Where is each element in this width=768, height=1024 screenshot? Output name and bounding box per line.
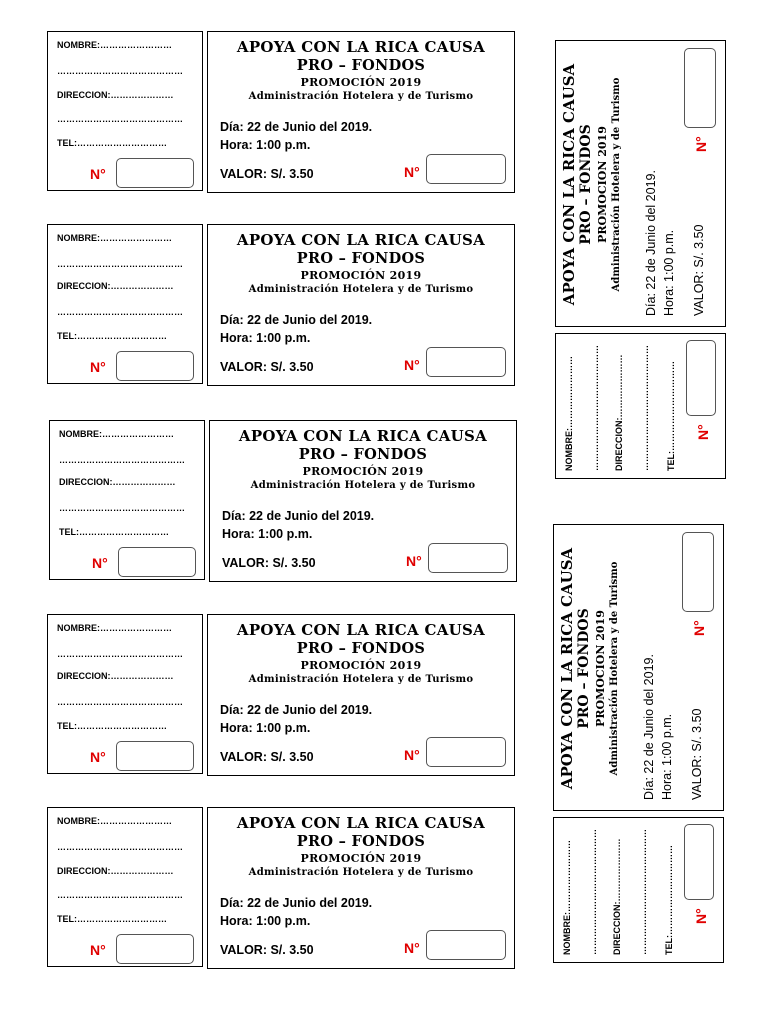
ticket-number-label: N° — [404, 940, 420, 956]
ticket-title: APOYA CON LA RICA CAUSA — [236, 38, 486, 56]
stub-number-box — [116, 741, 194, 771]
stub-name-field: NOMBRE:…………………… — [564, 356, 574, 471]
ticket-promo: PROMOCIÓN 2019 — [300, 76, 422, 89]
vertical-stub-content — [556, 334, 727, 480]
stub-address-field: DIRECCION:………………… — [612, 838, 622, 955]
vertical-ticket-stub — [553, 817, 724, 963]
stub-number-box — [116, 158, 194, 188]
stub-address-field: DIRECCION:………………… — [57, 90, 174, 100]
ticket-main — [207, 31, 515, 193]
stub-phone-field: TEL:………………………… — [666, 361, 676, 471]
stub-phone-field: TEL:………………………… — [57, 138, 167, 148]
stub-number-box — [686, 340, 716, 416]
ticket-program: Administración Hotelera y de Turismo — [248, 284, 474, 295]
ticket-time: Hora: 1:00 p.m. — [220, 721, 311, 735]
ticket-main — [207, 807, 515, 969]
ticket-date: Día: 22 de Junio del 2019. — [642, 654, 656, 800]
stub-number-box — [116, 351, 194, 381]
ticket-number-label: N° — [404, 164, 420, 180]
stub-phone-field: TEL:………………………… — [59, 527, 169, 537]
stub-name-field: NOMBRE:…………………… — [59, 429, 174, 439]
stub-address-dots: …………………………………… — [640, 345, 650, 471]
stub-name-dots: …………………………………… — [588, 829, 598, 955]
stub-number-label: N° — [90, 359, 106, 375]
vertical-ticket-stub — [555, 333, 726, 479]
ticket-promo: PROMOCIÓN 2019 — [302, 465, 424, 478]
ticket-promo: PROMOCIÓN 2019 — [300, 852, 422, 865]
ticket-number-box — [428, 543, 508, 573]
stub-name-dots: …………………………………… — [57, 259, 183, 269]
stub-address-dots: …………………………………… — [57, 697, 183, 707]
ticket-promo: PROMOCION 2019 — [594, 610, 607, 727]
ticket-date: Día: 22 de Junio del 2019. — [220, 703, 373, 717]
ticket-title: APOYA CON LA RICA CAUSA — [560, 63, 578, 306]
ticket-title: APOYA CON LA RICA CAUSA — [558, 547, 576, 790]
ticket-time: Hora: 1:00 p.m. — [660, 713, 674, 800]
stub-name-field: NOMBRE:…………………… — [57, 233, 172, 243]
ticket-number-label: N° — [691, 620, 707, 636]
stub-phone-field: TEL:………………………… — [57, 331, 167, 341]
ticket-title: APOYA CON LA RICA CAUSA — [238, 427, 488, 445]
stub-address-field: DIRECCION:………………… — [57, 866, 174, 876]
ticket-number-box — [426, 737, 506, 767]
ticket-time: Hora: 1:00 p.m. — [220, 138, 311, 152]
ticket-number-box — [682, 532, 714, 612]
stub-address-dots: …………………………………… — [57, 307, 183, 317]
stub-number-box — [116, 934, 194, 964]
ticket-subtitle: PRO – FONDOS — [296, 57, 426, 74]
ticket-program: Administración Hotelera y de Turismo — [611, 77, 622, 292]
ticket-number-label: N° — [406, 553, 422, 569]
stub-address-field: DIRECCION:………………… — [57, 671, 174, 681]
stub-name-field: NOMBRE:…………………… — [57, 40, 172, 50]
stub-number-label: N° — [90, 166, 106, 182]
ticket-price: VALOR: S/. 3.50 — [222, 556, 316, 570]
ticket-subtitle: PRO – FONDOS — [296, 833, 426, 850]
ticket-program: Administración Hotelera y de Turismo — [248, 867, 474, 878]
stub-name-dots: …………………………………… — [590, 345, 600, 471]
stub-number-box — [684, 824, 714, 900]
ticket-promo: PROMOCION 2019 — [596, 126, 609, 243]
stub-address-field: DIRECCION:………………… — [59, 477, 176, 487]
ticket-time: Hora: 1:00 p.m. — [220, 331, 311, 345]
stub-number-label: N° — [90, 942, 106, 958]
ticket-price: VALOR: S/. 3.50 — [692, 224, 706, 316]
ticket-date: Día: 22 de Junio del 2019. — [220, 896, 373, 910]
vertical-ticket-main — [555, 40, 726, 327]
ticket-price: VALOR: S/. 3.50 — [220, 360, 314, 374]
ticket-stub — [47, 614, 203, 774]
ticket-number-label: N° — [404, 747, 420, 763]
stub-name-field: NOMBRE:…………………… — [57, 623, 172, 633]
ticket-title: APOYA CON LA RICA CAUSA — [236, 621, 486, 639]
ticket-time: Hora: 1:00 p.m. — [662, 229, 676, 316]
ticket-main — [207, 614, 515, 776]
ticket-price: VALOR: S/. 3.50 — [220, 167, 314, 181]
stub-name-field: NOMBRE:…………………… — [57, 816, 172, 826]
ticket-time: Hora: 1:00 p.m. — [220, 914, 311, 928]
stub-name-dots: …………………………………… — [57, 66, 183, 76]
stub-number-label: N° — [90, 749, 106, 765]
vertical-ticket-content — [554, 525, 725, 812]
ticket-program: Administración Hotelera y de Turismo — [248, 91, 474, 102]
ticket-date: Día: 22 de Junio del 2019. — [644, 170, 658, 316]
stub-address-dots: …………………………………… — [59, 503, 185, 513]
ticket-date: Día: 22 de Junio del 2019. — [220, 120, 373, 134]
ticket-subtitle: PRO – FONDOS — [296, 250, 426, 267]
ticket-main — [209, 420, 517, 582]
stub-address-field: DIRECCION:………………… — [57, 281, 174, 291]
ticket-price: VALOR: S/. 3.50 — [220, 750, 314, 764]
stub-address-dots: …………………………………… — [57, 890, 183, 900]
ticket-number-box — [426, 154, 506, 184]
stub-number-box — [118, 547, 196, 577]
ticket-number-label: N° — [693, 136, 709, 152]
ticket-number-label: N° — [404, 357, 420, 373]
stub-phone-field: TEL:………………………… — [57, 914, 167, 924]
ticket-price: VALOR: S/. 3.50 — [220, 943, 314, 957]
ticket-stub — [49, 420, 205, 580]
ticket-program: Administración Hotelera y de Turismo — [250, 480, 476, 491]
ticket-program: Administración Hotelera y de Turismo — [609, 561, 620, 776]
stub-phone-field: TEL:………………………… — [664, 845, 674, 955]
ticket-promo: PROMOCIÓN 2019 — [300, 659, 422, 672]
ticket-number-box — [426, 347, 506, 377]
ticket-stub — [47, 807, 203, 967]
ticket-subtitle: PRO – FONDOS — [296, 640, 426, 657]
stub-number-label: N° — [693, 908, 709, 924]
ticket-title: APOYA CON LA RICA CAUSA — [236, 231, 486, 249]
stub-number-label: N° — [92, 555, 108, 571]
ticket-subtitle: PRO – FONDOS — [298, 446, 428, 463]
ticket-promo: PROMOCIÓN 2019 — [300, 269, 422, 282]
vertical-ticket-content — [556, 41, 727, 328]
ticket-stub — [47, 224, 203, 384]
stub-name-dots: …………………………………… — [57, 842, 183, 852]
ticket-title: APOYA CON LA RICA CAUSA — [236, 814, 486, 832]
ticket-date: Día: 22 de Junio del 2019. — [222, 509, 375, 523]
ticket-time: Hora: 1:00 p.m. — [222, 527, 313, 541]
stub-address-dots: …………………………………… — [638, 829, 648, 955]
stub-name-field: NOMBRE:…………………… — [562, 840, 572, 955]
ticket-main — [207, 224, 515, 386]
stub-name-dots: …………………………………… — [59, 455, 185, 465]
stub-phone-field: TEL:………………………… — [57, 721, 167, 731]
vertical-stub-content — [554, 818, 725, 964]
ticket-subtitle: PRO – FONDOS — [578, 124, 594, 245]
ticket-number-box — [684, 48, 716, 128]
ticket-subtitle: PRO – FONDOS — [576, 608, 592, 729]
stub-name-dots: …………………………………… — [57, 649, 183, 659]
ticket-program: Administración Hotelera y de Turismo — [248, 674, 474, 685]
stub-address-dots: …………………………………… — [57, 114, 183, 124]
ticket-number-box — [426, 930, 506, 960]
stub-address-field: DIRECCION:………………… — [614, 354, 624, 471]
stub-number-label: N° — [695, 424, 711, 440]
ticket-date: Día: 22 de Junio del 2019. — [220, 313, 373, 327]
vertical-ticket-main — [553, 524, 724, 811]
ticket-stub — [47, 31, 203, 191]
ticket-price: VALOR: S/. 3.50 — [690, 708, 704, 800]
